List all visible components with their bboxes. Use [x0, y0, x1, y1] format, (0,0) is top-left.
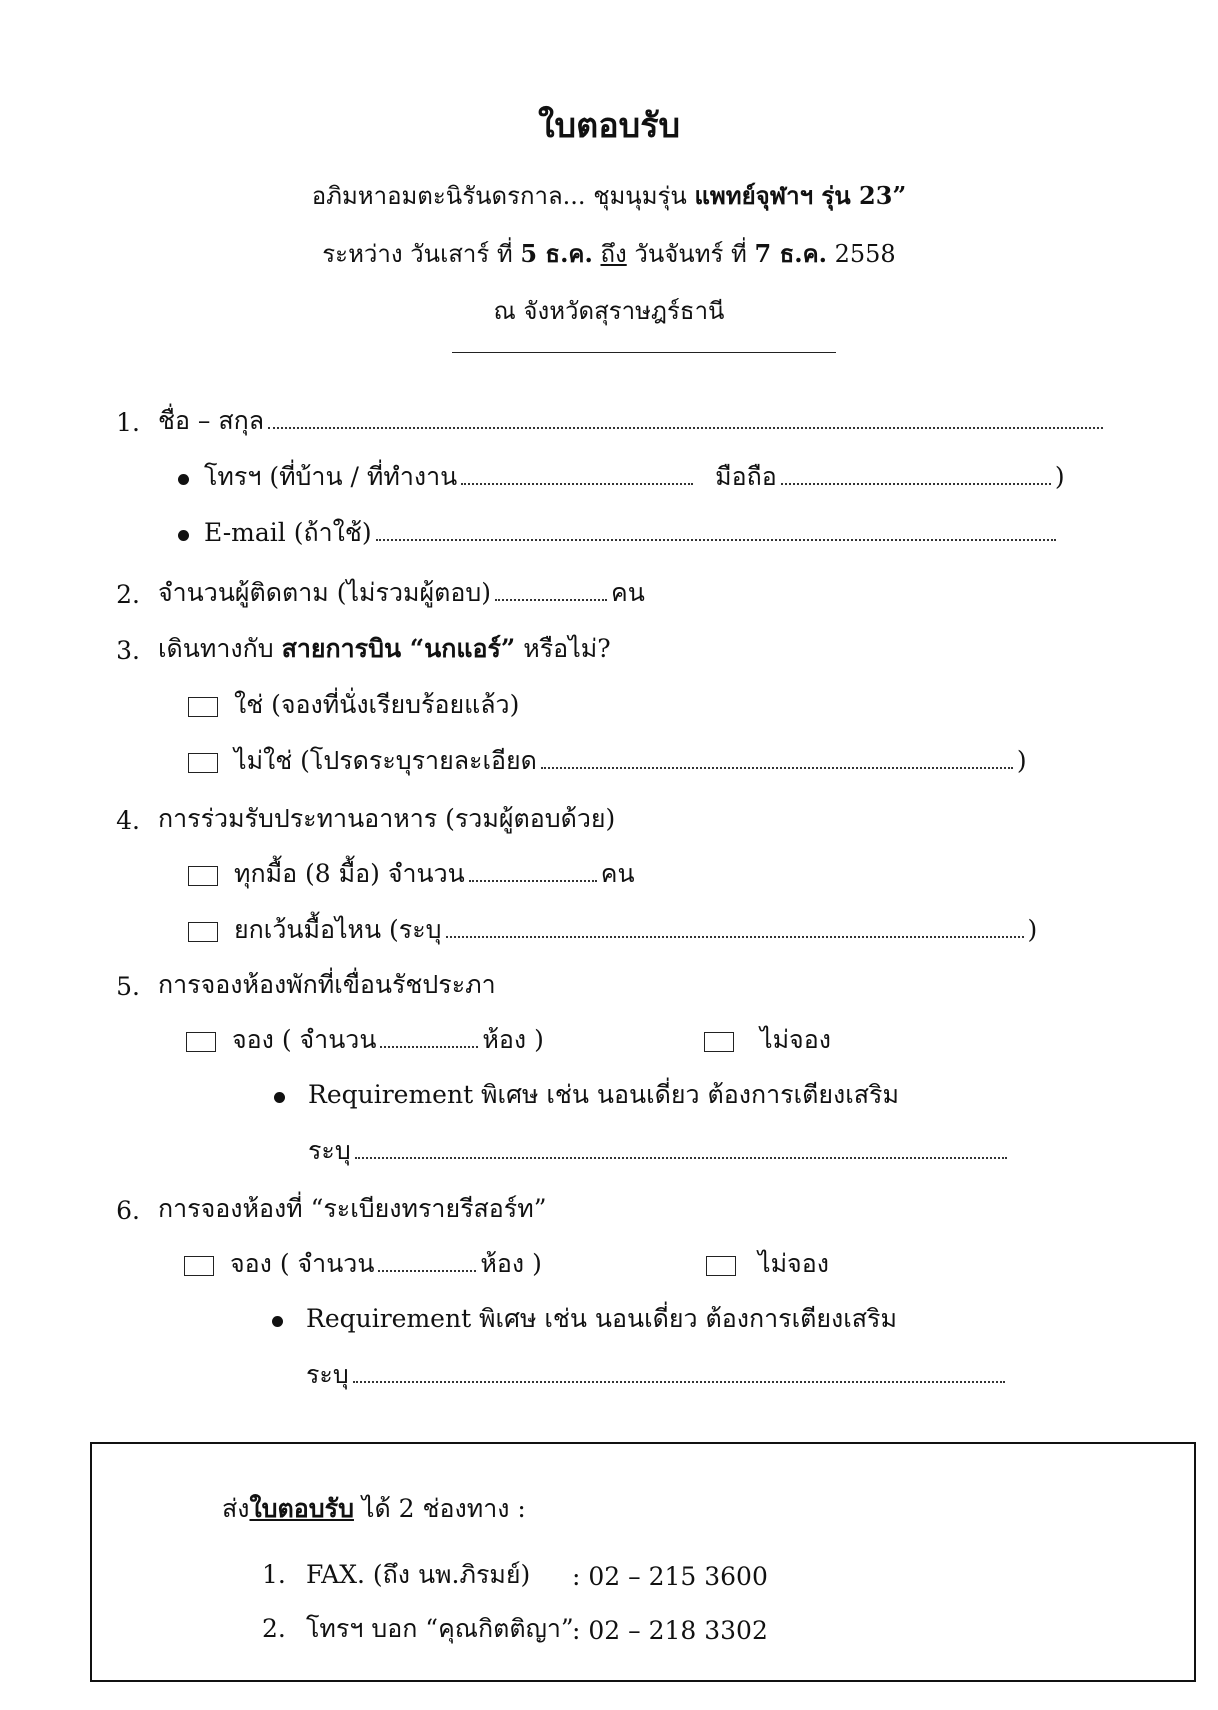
meals-all-row [234, 859, 635, 889]
companions-label: จำนวนผู้ติดตาม (ไม่รวมผู้ตอบ) [158, 578, 491, 607]
dam-specify-label: ระบุ [308, 1136, 351, 1165]
dam-specify-row [308, 1136, 1011, 1166]
item-number-2: 2. [116, 580, 140, 609]
resort-book-row [230, 1249, 542, 1279]
dam-requirement-note: Requirement พิเศษ เช่น นอนเดี่ยว ต้องการเตียงเสริม [308, 1080, 899, 1109]
name-input-line[interactable] [268, 426, 1103, 429]
item-number-4: 4. [116, 806, 140, 835]
item-number-1: 1. [116, 408, 140, 437]
email-input-line[interactable] [376, 538, 1056, 541]
meals-count-input-line[interactable] [469, 879, 597, 882]
meals-close-paren: ) [1027, 915, 1038, 944]
resort-nobook-checkbox[interactable] [706, 1256, 736, 1276]
resort-specify-label: ระบุ [306, 1360, 349, 1389]
channel-2-number: 2. [262, 1614, 286, 1643]
meals-all-label: ทุกมื้อ (8 มื้อ) จำนวน [234, 859, 465, 888]
dam-book-row [232, 1025, 544, 1055]
phone-close-paren: ) [1054, 462, 1065, 491]
resort-rooms-input-line[interactable] [378, 1269, 476, 1272]
phone-label: โทรฯ (ที่บ้าน / ที่ทำงาน [204, 462, 458, 491]
email-label: E-mail (ถ้าใช้) [204, 518, 372, 547]
phone-field-row [204, 462, 1065, 492]
resort-book-checkbox[interactable] [184, 1256, 214, 1276]
dam-nobook-checkbox[interactable] [704, 1032, 734, 1052]
event-location: ณ จังหวัดสุราษฎร์ธานี [493, 297, 725, 325]
dam-nobook-label: ไม่จอง [760, 1025, 831, 1054]
channel-1-number: 1. [262, 1560, 286, 1589]
airline-close-paren: ) [1016, 746, 1027, 775]
resort-rooms-unit: ห้อง ) [480, 1249, 542, 1278]
bullet-icon [274, 1092, 285, 1103]
airline-no-row [234, 746, 1027, 776]
channel-2-label: โทรฯ บอก “คุณกิตติญา” [306, 1614, 574, 1643]
dam-rooms-unit: ห้อง ) [482, 1025, 544, 1054]
resort-book-label: จอง ( จำนวน [230, 1249, 375, 1278]
bullet-icon [178, 530, 189, 541]
dam-rooms-input-line[interactable] [380, 1045, 478, 1048]
meals-except-checkbox[interactable] [188, 922, 218, 942]
event-name: อภิมหาอมตะนิรันดรกาล... ชุมนุมรุ่น แพทย์จุฬาฯ รุ่น 23” [311, 181, 907, 210]
form-title: ใบตอบรับ [537, 106, 681, 146]
meals-question: การร่วมรับประทานอาหาร (รวมผู้ตอบด้วย) [158, 804, 616, 833]
dam-room-question: การจองห้องพักที่เขื่อนรัชประภา [158, 970, 496, 999]
airline-no-checkbox[interactable] [188, 753, 218, 773]
item-number-6: 6. [116, 1196, 140, 1225]
airline-yes-label: ใช่ (จองที่นั่งเรียบร้อยแล้ว) [234, 690, 520, 719]
airline-question: เดินทางกับ สายการบิน “นกแอร์” หรือไม่? [158, 634, 611, 663]
mobile-input-line[interactable] [781, 482, 1051, 485]
channel-1-label: FAX. (ถึง นพ.ภิรมย์) [306, 1560, 531, 1589]
resort-nobook-label: ไม่จอง [758, 1249, 829, 1278]
meals-unit: คน [600, 859, 635, 888]
airline-yes-checkbox[interactable] [188, 697, 218, 717]
mobile-label: มือถือ [715, 462, 777, 491]
send-heading: ส่งใบตอบรับ ได้ 2 ช่องทาง : [222, 1494, 526, 1523]
resort-requirement-note: Requirement พิเศษ เช่น นอนเดี่ยว ต้องการเตียงเสริม [306, 1304, 897, 1333]
companions-row [158, 578, 645, 608]
channel-2-phone-number: : 02 – 218 3302 [572, 1616, 768, 1645]
bullet-icon [272, 1316, 283, 1327]
meals-except-label: ยกเว้นมื้อไหน (ระบุ [234, 915, 442, 944]
channel-1-fax-number: : 02 – 215 3600 [572, 1562, 768, 1591]
meals-except-row [234, 915, 1037, 945]
dam-book-checkbox[interactable] [186, 1032, 216, 1052]
companions-unit: คน [611, 578, 645, 607]
dam-book-label: จอง ( จำนวน [232, 1025, 377, 1054]
resort-specify-input-line[interactable] [353, 1380, 1005, 1383]
event-dates: ระหว่าง วันเสาร์ ที่ 5 ธ.ค. ถึง วันจันทร์ ที่ 7 ธ.ค. 2558 [322, 239, 896, 268]
item-number-5: 5. [116, 972, 140, 1001]
item-number-3: 3. [116, 636, 140, 665]
resort-room-question: การจองห้องที่ “ระเบียงทรายรีสอร์ท” [158, 1194, 547, 1223]
name-label: ชื่อ – สกุล [158, 406, 265, 435]
name-field-row [158, 406, 1107, 436]
airline-details-input-line[interactable] [541, 766, 1013, 769]
meals-except-input-line[interactable] [446, 935, 1024, 938]
bullet-icon [178, 474, 189, 485]
airline-no-label: ไม่ใช่ (โปรดระบุรายละเอียด [234, 746, 537, 775]
title-divider [452, 352, 836, 353]
phone-input-line[interactable] [461, 482, 693, 485]
meals-all-checkbox[interactable] [188, 866, 218, 886]
dam-specify-input-line[interactable] [355, 1156, 1007, 1159]
email-field-row [204, 518, 1060, 548]
resort-specify-row [306, 1360, 1009, 1390]
companions-input-line[interactable] [495, 598, 607, 601]
